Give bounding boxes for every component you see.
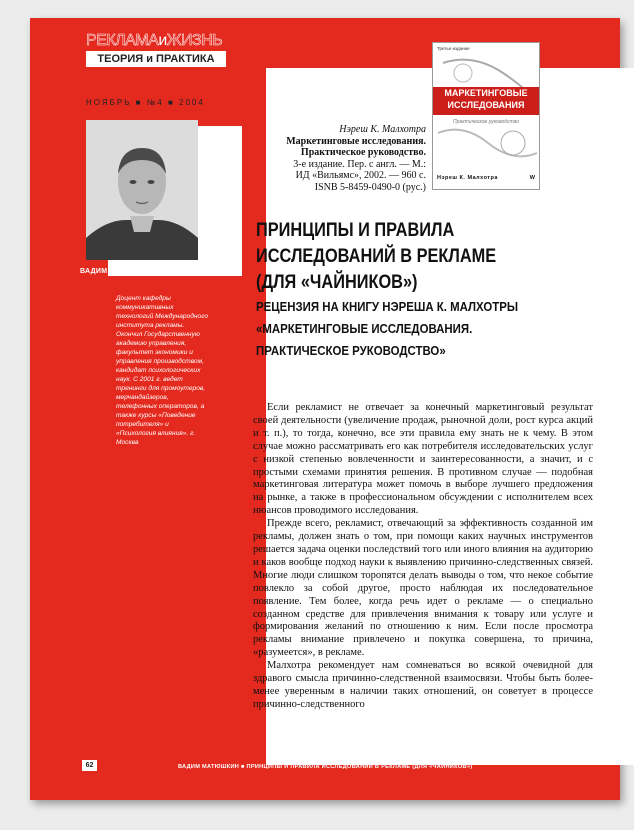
author-name: ВАДИМ МАТЮШКИН: [80, 268, 156, 275]
paragraph: Прежде всего, рекламист, отвечающий за эффективность созданной им рекламы, должен знать о том, при помощи каких научных инструментов решается задача оценки последствий того или иного влияния на аудиторию и каков вообще подход науки к выявлению причинно-следственных связей. Многие люди слишком торопятся делать выводы о том, что некое событие повлекло за собой другое, просто наблюдая их последовательное появление. Тем более, когда речь идет о рекламе — о специально созданном средстве для привлечения внимания к товару или услуге и формирования желаний по отношению к ним. Если после просмотра рекламы внимание привлечено и покупка совершена, то причина, «разумеется», в рекламе.: [253, 518, 593, 659]
author-bio: Доцент кафедры коммуникативных технологий Международного института рекламы. Окончил Государственную академию управления, факультет экономики и управления производством, кандидат психологических наук. С 2001 г. ведет тренинги для промоутеров, мерчандайзеров, телефонных операторов, а также курсы «Поведение потребителя» и «Психология влияния». г. Москва: [116, 295, 209, 446]
book-title: [433, 87, 539, 115]
bib-title2: Практическое руководство.: [300, 147, 426, 158]
book-subtitle: Практическое руководство: [453, 119, 519, 125]
page-number: 62: [82, 760, 97, 771]
running-head: ВАДИМ МАТЮШКИН ■ ПРИНЦИПЫ И ПРАВИЛА ИССЛЕДОВАНИЙ В РЕКЛАМЕ (ДЛЯ «ЧАЙНИКОВ»): [178, 764, 473, 770]
logo-title: [86, 32, 231, 50]
book-cover: [432, 42, 540, 190]
subtitle-line3: ПРАКТИЧЕСКОЕ РУКОВОДСТВО»: [256, 343, 446, 358]
book-edition: Третье издание: [437, 46, 470, 51]
book-title-line1: МАРКЕТИНГОВЫЕ: [444, 88, 528, 98]
bib-publisher: ИД «Вильямс», 2002. — 960 с.: [295, 170, 426, 181]
logo-word-zhizn: ЖИЗНЬ: [166, 32, 223, 49]
title-line3: (ДЛЯ «ЧАЙНИКОВ»): [256, 272, 418, 293]
magazine-logo: [86, 32, 231, 72]
article-title: [256, 218, 548, 296]
subtitle-line1: РЕЦЕНЗИЯ НА КНИГУ НЭРЕША К. МАЛХОТРЫ: [256, 299, 519, 314]
bib-edition: 3-е издание. Пер. с англ. — М.:: [293, 158, 426, 170]
paragraph: Малхотра рекомендует нам сомневаться во всякой очевидной для здравого смысла причинно-следственной взаимосвязи. Чтобы быть более-менее уверенным в наличии таких отношений, он советует в процессе причинно-следственного: [253, 660, 593, 710]
logo-word-reklama: РЕКЛАМА: [86, 32, 159, 49]
article-subtitle: [256, 296, 557, 362]
bib-title1: Маркетинговые исследования.: [286, 135, 426, 147]
title-line1: ПРИНЦИПЫ И ПРАВИЛА: [256, 220, 455, 241]
book-bibliography: [252, 124, 426, 193]
book-author: Нэреш К. Малхотра: [437, 175, 498, 181]
logo-subtitle: ТЕОРИЯ и ПРАКТИКА: [86, 51, 226, 67]
article-body: [253, 402, 593, 712]
paragraph: Если рекламист не отвечает за конечный маркетинговый результат своей деятельности (увеличение продаж, рыночной доли, рост курса акций и т. п.), то тогда, конечно, все эти правила ему знать не к чему. В этом случае можно рассматривать его как потребителя исследовательских услуг с низкой степенью вовлеченности и заинтересованности, а значит, и с простыми схемами принятия решения. В противном случае — подобная маркетинговая литература может помочь в выборе лучшего предложения на рынке, а также в профессиональном обсуждении с исполнителем всех нюансов проводимого исследования.: [253, 402, 593, 517]
author-portrait: [86, 120, 198, 260]
logo-word-i: и: [158, 32, 167, 49]
book-title-line2: ИССЛЕДОВАНИЯ: [447, 100, 525, 110]
subtitle-line2: «МАРКЕТИНГОВЫЕ ИССЛЕДОВАНИЯ.: [256, 321, 473, 336]
publisher-logo-icon: W: [529, 175, 535, 181]
bib-isbn: ISNB 5-8459-0490-0 (рус.): [314, 181, 426, 193]
title-line2: ИССЛЕДОВАНИЙ В РЕКЛАМЕ: [256, 246, 497, 267]
author-photo: [86, 120, 198, 260]
bib-author: Нэреш К. Малхотра: [339, 124, 426, 135]
issue-date: НОЯБРЬ ■ №4 ■ 2004: [86, 98, 205, 107]
